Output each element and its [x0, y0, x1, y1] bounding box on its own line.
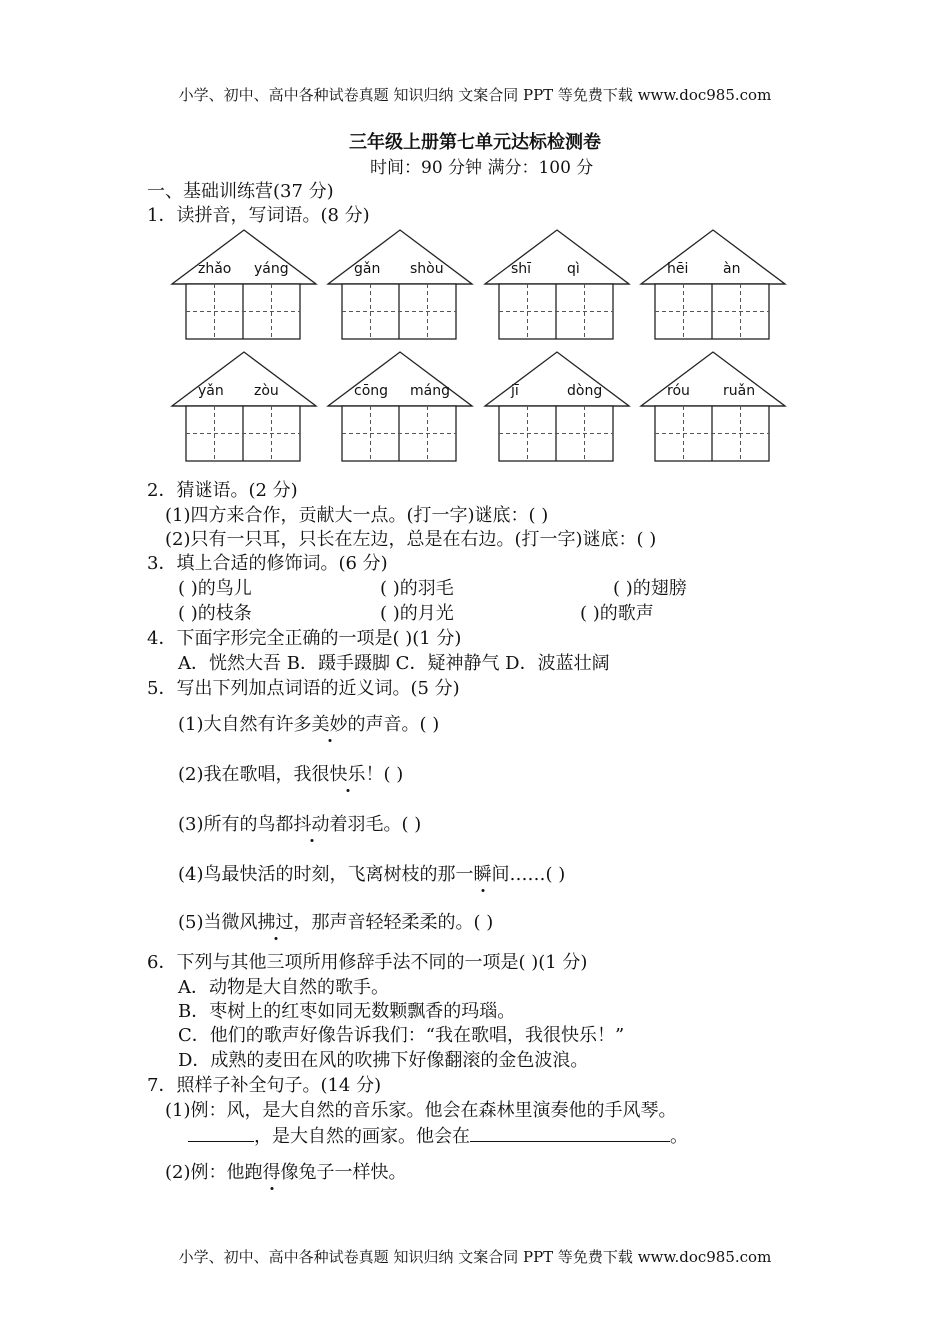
exam-time-score: 时间：90 分钟 满分：100 分	[370, 158, 594, 178]
pinyin-syllable: zòu	[254, 383, 279, 399]
dotted-word: 抖动	[294, 810, 330, 836]
pinyin-house[interactable]	[326, 350, 471, 475]
q5-item-2: (2)我在歌唱，我很快乐！( )	[178, 760, 403, 786]
pinyin-syllable: róu	[667, 383, 690, 399]
q6-option-a: A．动物是大自然的歌手。	[178, 977, 389, 998]
q5-item-1: (1)大自然有许多美妙的声音。( )	[178, 710, 439, 736]
q3-title: 3．填上合适的修饰词。(6 分)	[147, 553, 388, 574]
q3-item: ( )的歌声	[580, 603, 654, 624]
pinyin-syllable: gǎn	[354, 261, 381, 277]
pinyin-syllable: dòng	[567, 383, 603, 399]
q5-item-5: (5)当微风拂过，那声音轻轻柔柔的。( )	[178, 908, 493, 934]
pinyin-syllable: ruǎn	[723, 383, 756, 399]
dotted-word: 美妙	[312, 710, 348, 736]
q3-item: ( )的翅膀	[613, 578, 687, 599]
pinyin-syllable: àn	[723, 261, 741, 277]
dotted-word: 得	[263, 1158, 281, 1184]
q3-item: ( )的月光	[380, 603, 454, 624]
pinyin-house[interactable]	[170, 350, 315, 475]
q5-item-3: (3)所有的鸟都抖动着羽毛。( )	[178, 810, 421, 836]
pinyin-syllable: hēi	[667, 261, 689, 277]
pinyin-syllable: shòu	[410, 261, 444, 277]
q3-item: ( )的枝条	[178, 603, 252, 624]
pinyin-syllable: máng	[410, 383, 450, 399]
q7-title: 7．照样子补全句子。(14 分)	[147, 1075, 382, 1096]
q7-fill-1: ，是大自然的画家。他会在 。	[188, 1122, 688, 1148]
q2-title: 2．猜谜语。(2 分)	[147, 480, 298, 501]
q7-example-2: (2)例：他跑得像兔子一样快。	[165, 1158, 407, 1184]
pinyin-syllable: shī	[511, 261, 532, 277]
pinyin-house[interactable]	[639, 228, 784, 353]
pinyin-house[interactable]	[170, 228, 315, 353]
pinyin-syllable: qì	[567, 261, 580, 277]
section-title: 一、基础训练营(37 分)	[147, 181, 334, 202]
q2-riddle-1: (1)四方来合作，贡献大一点。(打一字)谜底：( )	[165, 505, 549, 526]
answer-blank[interactable]	[470, 1127, 670, 1142]
q7-example-1: (1)例：风，是大自然的音乐家。他会在森林里演奏他的手风琴。	[165, 1100, 677, 1121]
page-header: 小学、初中、高中各种试卷真题 知识归纳 文案合同 PPT 等免费下载 www.doc985.com	[178, 86, 772, 104]
q2-riddle-2: (2)只有一只耳，只长在左边，总是在右边。(打一字)谜底：( )	[165, 529, 657, 550]
page-title: 三年级上册第七单元达标检测卷	[349, 132, 601, 153]
dotted-word: 拂过	[258, 908, 294, 934]
q6-option-b: B．枣树上的红枣如同无数颗飘香的玛瑙。	[178, 1001, 516, 1022]
q4-title: 4．下面字形完全正确的一项是( )(1 分)	[147, 628, 462, 649]
pinyin-house[interactable]	[483, 228, 628, 353]
pinyin-syllable: zhǎo	[198, 261, 232, 277]
q3-item: ( )的鸟儿	[178, 578, 252, 599]
pinyin-syllable: cōng	[354, 383, 389, 399]
q1-title: 1．读拼音，写词语。(8 分)	[147, 205, 370, 226]
pinyin-syllable: yǎn	[198, 383, 224, 399]
pinyin-syllable: jī	[511, 383, 519, 399]
answer-blank[interactable]	[188, 1127, 254, 1142]
pinyin-house[interactable]	[326, 228, 471, 353]
q5-title: 5．写出下列加点词语的近义词。(5 分)	[147, 678, 460, 699]
dotted-word: 快乐	[330, 760, 366, 786]
q4-options: A．恍然大吾 B．蹑手蹑脚 C．疑神静气 D．波蓝壮阔	[178, 653, 610, 674]
page-footer: 小学、初中、高中各种试卷真题 知识归纳 文案合同 PPT 等免费下载 www.doc985.com	[178, 1248, 772, 1266]
q6-title: 6．下列与其他三项所用修辞手法不同的一项是( )(1 分)	[147, 952, 588, 973]
pinyin-house[interactable]	[639, 350, 784, 475]
q6-option-d: D．成熟的麦田在风的吹拂下好像翻滚的金色波浪。	[178, 1050, 589, 1071]
q3-item: ( )的羽毛	[380, 578, 454, 599]
pinyin-syllable: yáng	[254, 261, 289, 277]
dotted-word: 一瞬间	[456, 860, 510, 886]
q5-item-4: (4)鸟最快活的时刻，飞离树枝的那一瞬间……( )	[178, 860, 565, 886]
pinyin-house[interactable]	[483, 350, 628, 475]
q6-option-c: C．他们的歌声好像告诉我们：“我在歌唱，我很快乐！”	[178, 1025, 625, 1046]
